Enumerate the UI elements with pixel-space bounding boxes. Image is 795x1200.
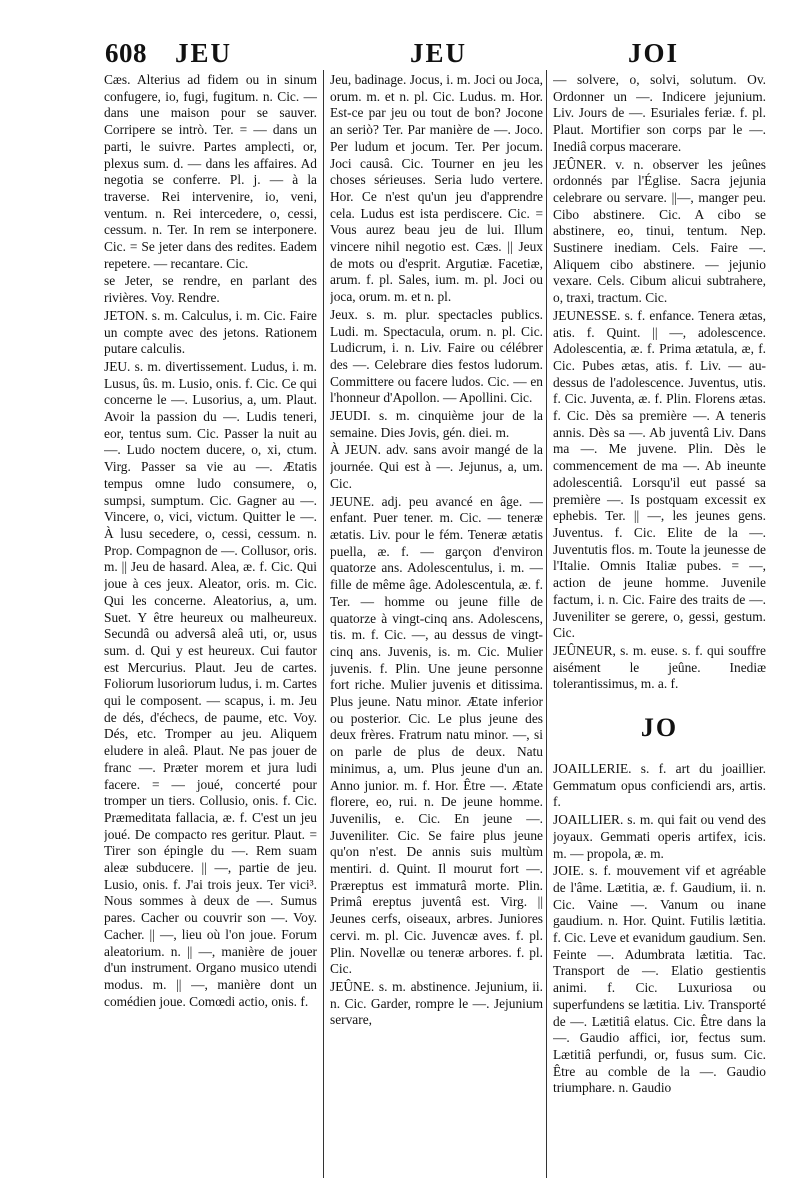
column-left: [104, 72, 317, 1182]
dictionary-entry: Jeu, badinage. Jocus, i. m. Joci ou Joca, orum. m. et n. pl. Cic. Ludus. m. Hor. Est-ce par jeu ou tout de bon? Jocone an seriò? Ter. Par manière de —. Joco. Per ludum et jocum. Ter. Per jocum. Joci causâ. Cic. Tourner en jeu les choses sérieuses. Seria ludo vertere. Hor. Ce n'est qu'un jeu d'apprendre cela. Ludus est ista perdiscere. Cic. = Vous aurez beau jeu de lui. Illum vincere nihil negotio est. Cæs. || Jeux de mots ou d'esprit. Argutiæ. Facetiæ, arum. f. pl. Sales, ium. m. pl. Joci ou joca, orum. m. et n. pl.: [330, 72, 543, 305]
dictionary-entry: Cæs. Alterius ad fidem ou in sinum confugere, io, fugi, fugitum. n. Cic. — dans une maison pour se sauver. Corripere se intrò. Ter. = — dans un parti, le suivre. Partes amplecti, or, plexus sum. d. — dans les affaires. Ad negotia se conferre. Pl. j. — à la traverse. Rei intervenire, io, veni, ventum. n. Rei intercedere, o, cessi, cessum. n. Ter. In rem se interponere. Cic. = Se jeter dans des redites. Eadem repetere. — recantare. Cic.: [104, 72, 317, 271]
dictionary-entry: JETON. s. m. Calculus, i. m. Cic. Faire un compte avec des jetons. Rationem putare calculis.: [104, 307, 317, 357]
dictionary-entry: JEÛNE. s. m. abstinence. Jejunium, ii. n. Cic. Garder, rompre le —. Jejunium servare,: [330, 978, 543, 1028]
dictionary-entry: JOAILLERIE. s. f. art du joaillier. Gemmatum opus conficiendi ars, artis. f.: [553, 761, 766, 810]
dictionary-entry: se Jeter, se rendre, en parlant des rivières. Voy. Rendre.: [104, 273, 317, 306]
dictionary-entry: JEÛNER. v. n. observer les jeûnes ordonnés par l'Église. Sacra jejunia celebrare ou servare. ||—, manger peu. Cibo abstinere. Cic. A cibo se abstinere, eo, tinui, tentum. Nep. Sustinere inediam. Cels. Faire —. Aliquem cibo abstinere. — jejunio vexare. Cels. Cibum alicui subtrahere, o, traxi, tractum. Cic.: [553, 156, 766, 306]
column-divider: [546, 70, 547, 1178]
page-number: 608: [105, 38, 147, 68]
dictionary-entry: JEÛNEUR, s. m. euse. s. f. qui souffre aisément le jeûne. Inediæ tolerantissimus, m. a. f.: [553, 642, 766, 692]
running-header: [105, 38, 765, 74]
dictionary-entry: — solvere, o, solvi, solutum. Ov. Ordonner un —. Indicere jejunium. Liv. Jours de —. Esuriales feriæ. f. pl. Plaut. Mortifier son corps par le —. Inediâ corpus macerare.: [553, 72, 766, 154]
left-running-head: JEU: [175, 38, 233, 68]
column-middle: [330, 72, 543, 1182]
dictionary-entry: JEUNE. adj. peu avancé en âge. — enfant. Puer tener. m. Cic. — teneræ ætatis. Liv. pour le fém. Teneræ ætatis puella, æ. f. — garçon d'environ quatorze ans. Adolescentulus, i. m. — fille de même âge. Adolescentula, æ. f. Ter. — homme ou jeune fille de quatorze à vingt-cinq ans. Adolescens, tis. m. f. Cic. —, au dessus de vingt-cinq ans. Juvenis, is. m. Cic. Mulier juvenis. f. Plin. Une jeune personne fort riche. Mulier juvenis et ditissima. Plus jeune. Natu minor. Ætate inferior ou posterior. Cic. Le plus jeune des deux frères. Fratrum natu minor. —, si on parle de plus de deux. Natu minimus, a, um. Plus jeune d'un an. Anno junior. m. f. Hor. Être —. Ætate florere, eo, rui. n. De jeune homme. Juvenilis, e. Cic. En jeune —. Juveniliter. Cic. Se faire plus jeune qu'on n'est. De annis suis multùm mentiri. d. Quint. Il mourut fort —. Præreptus est immaturâ morte. Plin. Primâ ereptus juventâ est. Virg. || Jeunes cerfs, oiseaux, arbres. Juniores cervi. m. pl. Cic. Juvencæ aves. f. pl. Plin. Novellæ ou teneræ arbores. f. pl. Cic.: [330, 493, 543, 977]
column-divider: [323, 70, 324, 1178]
center-running-head: JEU: [410, 38, 468, 68]
dictionary-entry: JEUDI. s. m. cinquième jour de la semaine. Dies Jovis, gén. diei. m.: [330, 408, 543, 440]
dictionary-entry: JOAILLIER. s. m. qui fait ou vend des joyaux. Gemmati operis artifex, icis. m. — propola, æ. m.: [553, 812, 766, 861]
dictionary-entry: À JEUN. adv. sans avoir mangé de la journée. Qui est à —. Jejunus, a, um. Cic.: [330, 442, 543, 491]
column-right: [553, 72, 766, 1182]
section-heading: JO: [640, 713, 679, 743]
dictionary-entry: JOIE. s. f. mouvement vif et agréable de l'âme. Lætitia, æ. f. Gaudium, ii. n. Cic. Vaine —. Vanum ou inane gaudium. n. Hor. Quint. Futilis lætitia. f. Cic. Leve et evanidum gaudium. Sen. Feinte —. Adumbrata lætitia. Tac. Transport de —. Elatio gestientis animi. f. Cic. Luxuriosa ou superfundens se lætitia. Liv. Transporté de —. Lætitiâ elatus. Cic. Être dans la —. Gaudio affici, ior, fectus sum. Lætitiâ perfundi, or, fusus sum. Cic. Être au comble de la —. Gaudio triumphare. n. Gaudio: [553, 863, 766, 1096]
dictionary-entry: Jeux. s. m. plur. spectacles publics. Ludi. m. Spectacula, orum. n. pl. Cic. Ludicrum, i. n. Liv. Faire ou célébrer des —. Celebrare dies festos ludorum. Committere ou facere ludos. Cic. — en l'honneur d'Apollon. — Apollini. Cic.: [330, 306, 543, 406]
dictionary-entry: JEUNESSE. s. f. enfance. Tenera ætas, atis. f. Quint. || —, adolescence. Adolescentia, æ. f. Prima ætatula, æ, f. Cic. Pubes ætas, atis. f. Liv. — au-dessus de l'adolescence. Juventus, utis. f. Cic. Juventa, æ. f. Plin. Florens ætas. f. Cic. Dès sa première —. A teneris annis. Dès sa —. Ab juventâ Liv. Dans ma —. Me juvene. Plin. Dès le commencement de ma —. Ab ineunte adolescentiâ. Lorsqu'il eut passé sa première —. Is postquam excessit ex ephebis. Ter. || —, les jeunes gens. Juventus. f. Cic. Elite de la —. Juventutis flos. m. Toute la jeunesse de l'Italie. Omnis Italiæ pubes. = —, action de jeune homme. Juvenile factum, i. n. Cic. Faire des traits de —. Juveniliter se gerere, o, gessi, gestum. Cic.: [553, 307, 766, 641]
dictionary-entry: JEU. s. m. divertissement. Ludus, i. m. Lusus, ûs. m. Lusio, onis. f. Cic. Ce qui concerne le —. Lusorius, a, um. Plaut. Avoir la passion du —. Ludis teneri, eor, tentus sum. Cic. Passer la nuit au —. Ludo noctem ducere, o, xi, ctum. Virg. Passer sa vie au —. Ætatis tempus omne ludo consumere, o, sumpsi, sumptum. Cic. Gagner au —. Vincere, o, vici, victum. Quitter le —. À lusu secedere, o, cessi, cessum. n. Prop. Compagnon de —. Collusor, oris. m. || Jeu de hasard. Alea, æ. f. Cic. Qui joue à ces jeux. Aleator, oris. m. Cic. Qui les concerne. Aleatorius, a, um. Suet. Y être heureux ou malheureux. Secundâ ou adversâ aleâ uti, or, usus sum. d. Qui y est heureux. Cui fautor est Mercurius. Plaut. Jeu de cartes. Foliorum lusoriorum ludus, i. m. Cartes qui le composent. — scapus, i. m. Jeu de dés, d'échecs, de paume, etc. Voy. Dés, etc. Tromper au jeu. Aliquem eludere in aleâ. Plaut. Ne pas jouer de franc —. Præter morem et jura ludi facere. = — joué, concerté pour tromper un tiers. Collusio, onis. f. Cic. Præmeditata fallacia, æ. f. C'est un jeu joué. De compacto res geritur. Plaut. = Tirer son épingle du —. Rem suam aleæ subducere. || —, partie de jeu. Lusio, onis. f. J'ai trois jeux. Ter vici³. Nous sommes à deux de —. Sumus pares. Cacher ou couvrir son —. Voy. Cacher. || —, lieu où l'on joue. Forum aleatorium. n. || —, manière de jouer d'un instrument. Organo musico utendi modus. m. || —, manière dont un comédien joue. Comœdi actio, onis. f.: [104, 358, 317, 1009]
right-running-head: JOI: [628, 38, 680, 68]
